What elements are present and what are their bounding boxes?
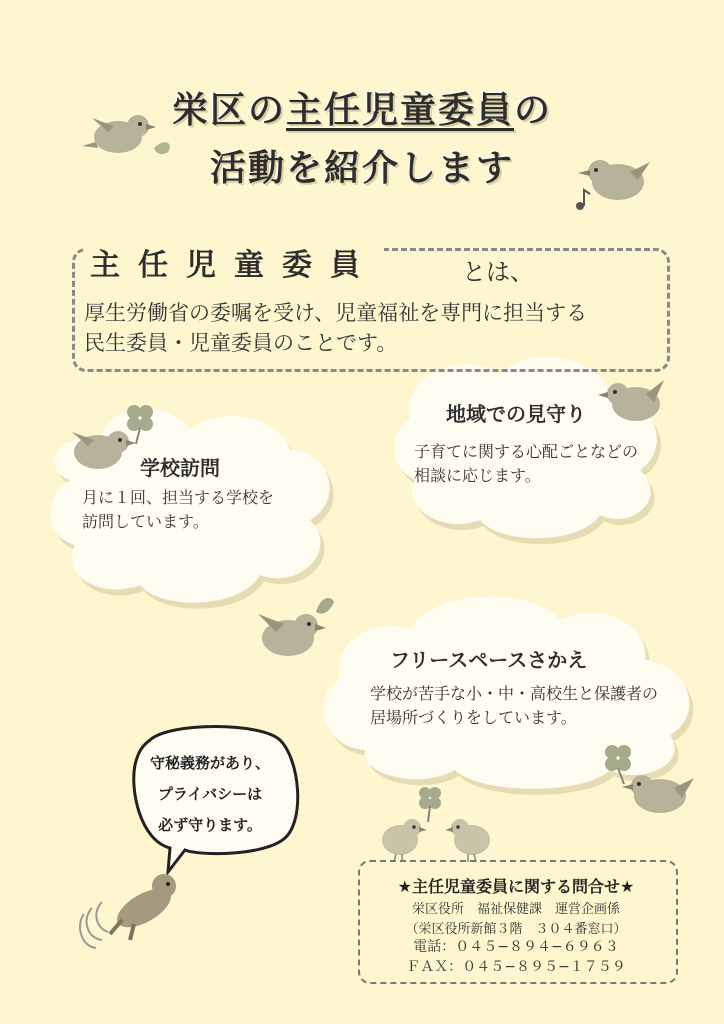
definition-line: 厚生労働省の委嘱を受け、児童福祉を専門に担当する xyxy=(84,301,588,325)
contact-office: 栄区役所 福祉保健課 運営企画係 xyxy=(411,902,620,917)
definition-line: 民生委員・児童委員のことです。 xyxy=(84,331,398,355)
page-title-line2: 活動を紹介します xyxy=(209,148,514,189)
activity-text: 学校が苦手な小・中・高校生と保護者の 居場所づくりをしています。 xyxy=(370,684,659,727)
bird-icon xyxy=(82,115,170,154)
contact-heading: ★主任児童委員に関する問合せ★ xyxy=(397,877,635,896)
contact-tel: 電話：０４５−８９４−６９６３ xyxy=(413,939,619,955)
clover-icon xyxy=(419,787,441,822)
contact-address: （栄区役所新館３階 ３０４番窓口） xyxy=(405,922,627,937)
definition-toha: とは、 xyxy=(462,258,534,286)
definition-term: 主任児童委員 xyxy=(84,240,384,284)
page-title-line1: 栄区の主任児童委員の xyxy=(171,90,553,131)
contact-fax: ＦＡＸ：０４５−８９５−１７５９ xyxy=(406,959,626,975)
bird-icon xyxy=(622,775,694,813)
activity-title: 地域での見守り xyxy=(446,402,586,426)
ferret-icon xyxy=(80,874,177,948)
bird-icon xyxy=(445,819,490,862)
music-note-icon xyxy=(576,190,590,210)
title-keyword: 主任児童委員 xyxy=(285,90,514,131)
definition-text xyxy=(84,298,587,358)
activity-text: 月に１回、担当する学校を 訪問しています。 xyxy=(82,488,275,531)
bird-icon xyxy=(258,598,334,656)
activity-title: フリースペースさかえ xyxy=(390,648,588,672)
confidentiality-note: 守秘義務があり、 プライバシーは 必ず守ります。 xyxy=(149,754,270,834)
bird-icon xyxy=(382,819,427,862)
activity-text: 子育てに関する心配ごとなどの 相談に応じます。 xyxy=(414,442,639,485)
activity-title: 学校訪問 xyxy=(140,456,220,480)
